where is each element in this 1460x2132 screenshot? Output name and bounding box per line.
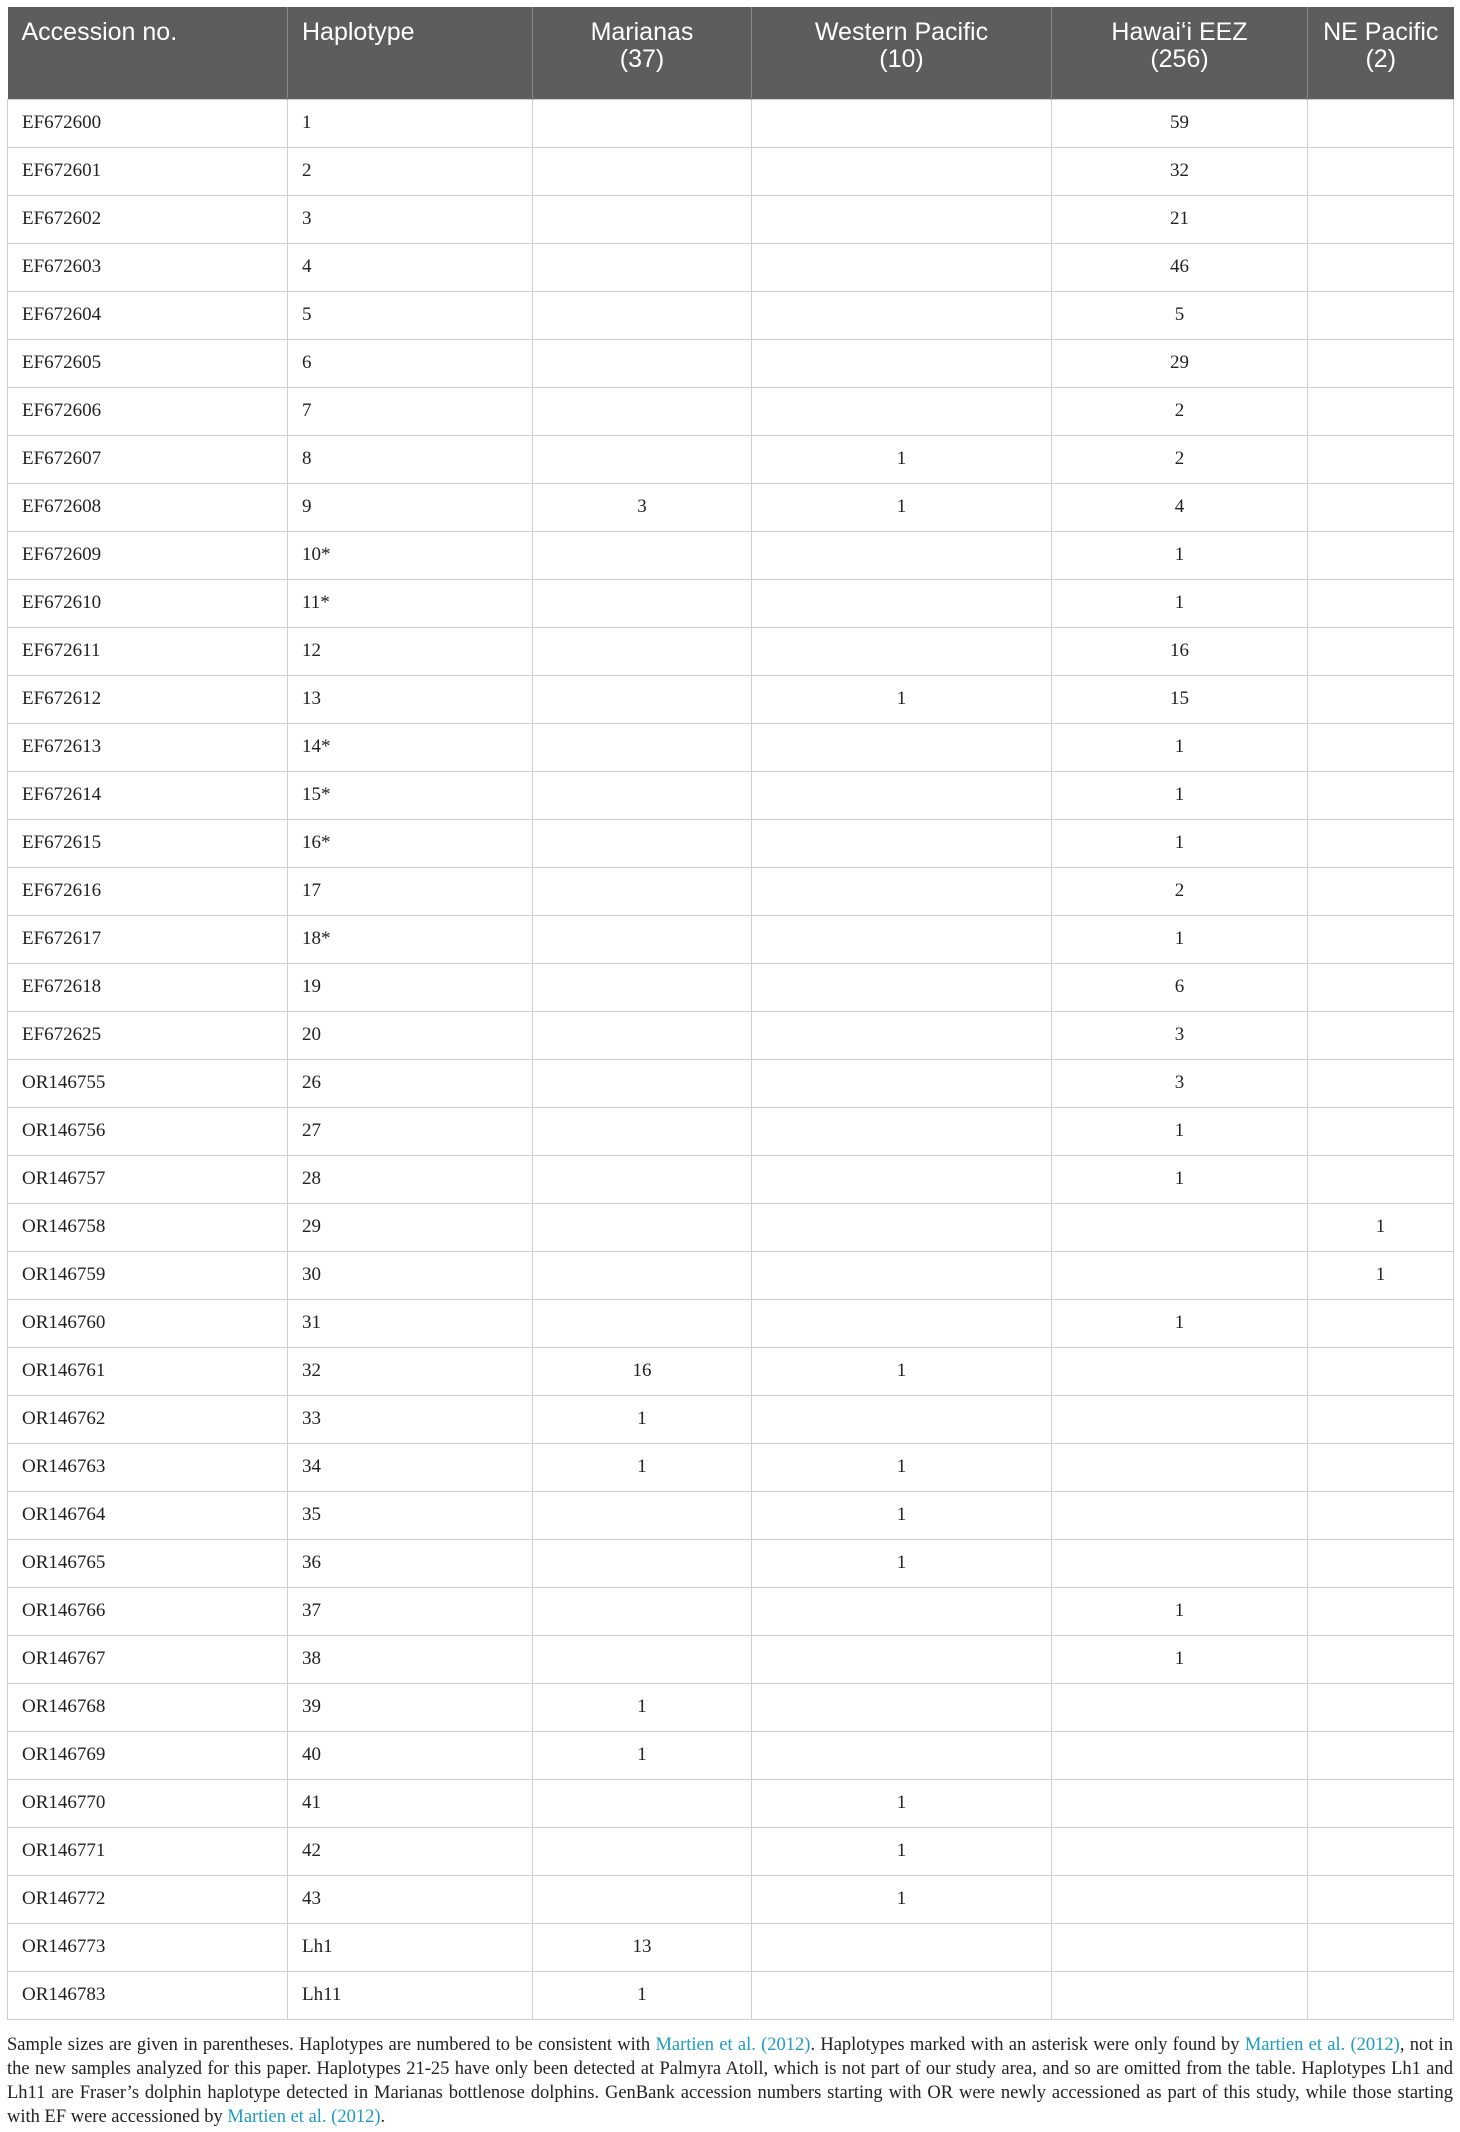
accession-cell: EF672608 bbox=[8, 483, 288, 531]
ne-pacific-cell bbox=[1308, 1107, 1454, 1155]
table-row bbox=[8, 1491, 1454, 1539]
hawaii-eez-cell bbox=[1052, 1395, 1308, 1443]
accession-cell: OR146756 bbox=[8, 1107, 288, 1155]
marianas-cell bbox=[533, 1299, 752, 1347]
haplotype-cell: 34 bbox=[288, 1443, 533, 1491]
ne-pacific-cell bbox=[1308, 675, 1454, 723]
table-row bbox=[8, 963, 1454, 1011]
table-row bbox=[8, 1971, 1454, 2019]
ne-pacific-cell bbox=[1308, 1875, 1454, 1923]
ne-pacific-cell bbox=[1308, 579, 1454, 627]
marianas-cell: 1 bbox=[533, 1683, 752, 1731]
accession-cell: EF672609 bbox=[8, 531, 288, 579]
haplotype-cell: 38 bbox=[288, 1635, 533, 1683]
marianas-cell bbox=[533, 1587, 752, 1635]
haplotype-cell: 14* bbox=[288, 723, 533, 771]
western-pacific-cell bbox=[752, 1395, 1052, 1443]
hawaii-eez-cell bbox=[1052, 1731, 1308, 1779]
table-row bbox=[8, 291, 1454, 339]
ne-pacific-cell bbox=[1308, 915, 1454, 963]
western-pacific-cell bbox=[752, 1731, 1052, 1779]
accession-cell: OR146762 bbox=[8, 1395, 288, 1443]
western-pacific-cell bbox=[752, 1683, 1052, 1731]
table-row bbox=[8, 771, 1454, 819]
marianas-cell bbox=[533, 1059, 752, 1107]
haplotype-cell: 9 bbox=[288, 483, 533, 531]
hawaii-eez-cell: 46 bbox=[1052, 243, 1308, 291]
hawaii-eez-cell bbox=[1052, 1827, 1308, 1875]
ne-pacific-cell bbox=[1308, 1635, 1454, 1683]
accession-cell: EF672617 bbox=[8, 915, 288, 963]
marianas-cell bbox=[533, 99, 752, 147]
haplotype-cell: 43 bbox=[288, 1875, 533, 1923]
hawaii-eez-cell: 2 bbox=[1052, 387, 1308, 435]
haplotype-cell: 11* bbox=[288, 579, 533, 627]
accession-cell: EF672613 bbox=[8, 723, 288, 771]
table-row bbox=[8, 867, 1454, 915]
haplotype-cell: 6 bbox=[288, 339, 533, 387]
table-row bbox=[8, 1635, 1454, 1683]
haplotype-cell: 7 bbox=[288, 387, 533, 435]
haplotype-cell: 32 bbox=[288, 1347, 533, 1395]
citation-link[interactable]: Martien et al. (2012) bbox=[1244, 2035, 1400, 2055]
table-row bbox=[8, 579, 1454, 627]
haplotype-cell: Lh11 bbox=[288, 1971, 533, 2019]
table-row bbox=[8, 1779, 1454, 1827]
hawaii-eez-cell: 29 bbox=[1052, 339, 1308, 387]
western-pacific-cell bbox=[752, 1155, 1052, 1203]
western-pacific-cell bbox=[752, 819, 1052, 867]
table-row bbox=[8, 1059, 1454, 1107]
accession-cell: OR146760 bbox=[8, 1299, 288, 1347]
table-row bbox=[8, 387, 1454, 435]
haplotype-cell: 5 bbox=[288, 291, 533, 339]
marianas-cell bbox=[533, 579, 752, 627]
ne-pacific-cell bbox=[1308, 627, 1454, 675]
header-western-pacific: Western Pacific (10) bbox=[752, 7, 1052, 99]
western-pacific-cell bbox=[752, 147, 1052, 195]
accession-cell: EF672610 bbox=[8, 579, 288, 627]
haplotype-cell: 10* bbox=[288, 531, 533, 579]
haplotype-cell: 41 bbox=[288, 1779, 533, 1827]
western-pacific-cell bbox=[752, 1251, 1052, 1299]
hawaii-eez-cell: 1 bbox=[1052, 1635, 1308, 1683]
marianas-cell: 16 bbox=[533, 1347, 752, 1395]
western-pacific-cell: 1 bbox=[752, 1443, 1052, 1491]
table-row bbox=[8, 1827, 1454, 1875]
hawaii-eez-cell: 1 bbox=[1052, 915, 1308, 963]
hawaii-eez-cell: 1 bbox=[1052, 1587, 1308, 1635]
ne-pacific-cell bbox=[1308, 1155, 1454, 1203]
accession-cell: OR146771 bbox=[8, 1827, 288, 1875]
table-row bbox=[8, 627, 1454, 675]
accession-cell: OR146773 bbox=[8, 1923, 288, 1971]
marianas-cell bbox=[533, 291, 752, 339]
haplotype-cell: 12 bbox=[288, 627, 533, 675]
marianas-cell bbox=[533, 1155, 752, 1203]
marianas-cell: 1 bbox=[533, 1443, 752, 1491]
accession-cell: EF672612 bbox=[8, 675, 288, 723]
accession-cell: EF672600 bbox=[8, 99, 288, 147]
western-pacific-cell bbox=[752, 1635, 1052, 1683]
hawaii-eez-cell: 32 bbox=[1052, 147, 1308, 195]
table-row bbox=[8, 1107, 1454, 1155]
hawaii-eez-cell: 2 bbox=[1052, 867, 1308, 915]
western-pacific-cell: 1 bbox=[752, 1875, 1052, 1923]
western-pacific-cell: 1 bbox=[752, 1827, 1052, 1875]
western-pacific-cell bbox=[752, 1971, 1052, 2019]
accession-cell: OR146763 bbox=[8, 1443, 288, 1491]
header-ne-pacific: NE Pacific (2) bbox=[1308, 7, 1454, 99]
western-pacific-cell: 1 bbox=[752, 1347, 1052, 1395]
marianas-cell: 1 bbox=[533, 1971, 752, 2019]
marianas-cell bbox=[533, 1635, 752, 1683]
western-pacific-cell bbox=[752, 1587, 1052, 1635]
accession-cell: OR146769 bbox=[8, 1731, 288, 1779]
haplotype-cell: 36 bbox=[288, 1539, 533, 1587]
ne-pacific-cell bbox=[1308, 339, 1454, 387]
ne-pacific-cell bbox=[1308, 1587, 1454, 1635]
hawaii-eez-cell: 1 bbox=[1052, 1155, 1308, 1203]
ne-pacific-cell bbox=[1308, 963, 1454, 1011]
hawaii-eez-cell bbox=[1052, 1875, 1308, 1923]
table-row bbox=[8, 1587, 1454, 1635]
ne-pacific-cell bbox=[1308, 1059, 1454, 1107]
marianas-cell bbox=[533, 147, 752, 195]
western-pacific-cell bbox=[752, 771, 1052, 819]
accession-cell: EF672603 bbox=[8, 243, 288, 291]
haplotype-cell: 42 bbox=[288, 1827, 533, 1875]
marianas-cell bbox=[533, 1491, 752, 1539]
header-row bbox=[8, 7, 1454, 99]
marianas-cell bbox=[533, 1251, 752, 1299]
marianas-cell bbox=[533, 1875, 752, 1923]
haplotype-cell: 17 bbox=[288, 867, 533, 915]
western-pacific-cell bbox=[752, 1107, 1052, 1155]
western-pacific-cell bbox=[752, 195, 1052, 243]
table-row bbox=[8, 1203, 1454, 1251]
marianas-cell bbox=[533, 627, 752, 675]
western-pacific-cell bbox=[752, 1059, 1052, 1107]
marianas-cell bbox=[533, 819, 752, 867]
hawaii-eez-cell: 6 bbox=[1052, 963, 1308, 1011]
haplotype-cell: 4 bbox=[288, 243, 533, 291]
accession-cell: EF672614 bbox=[8, 771, 288, 819]
marianas-cell bbox=[533, 867, 752, 915]
haplotype-cell: 18* bbox=[288, 915, 533, 963]
ne-pacific-cell bbox=[1308, 1443, 1454, 1491]
hawaii-eez-cell: 3 bbox=[1052, 1011, 1308, 1059]
western-pacific-cell bbox=[752, 579, 1052, 627]
ne-pacific-cell bbox=[1308, 291, 1454, 339]
western-pacific-cell: 1 bbox=[752, 675, 1052, 723]
marianas-cell bbox=[533, 435, 752, 483]
accession-cell: OR146768 bbox=[8, 1683, 288, 1731]
accession-cell: OR146783 bbox=[8, 1971, 288, 2019]
marianas-cell: 1 bbox=[533, 1395, 752, 1443]
haplotype-cell: 27 bbox=[288, 1107, 533, 1155]
citation-link[interactable]: Martien et al. (2012) bbox=[655, 2035, 811, 2055]
hawaii-eez-cell bbox=[1052, 1347, 1308, 1395]
accession-cell: OR146772 bbox=[8, 1875, 288, 1923]
western-pacific-cell bbox=[752, 1299, 1052, 1347]
haplotype-table bbox=[7, 7, 1454, 2020]
western-pacific-cell bbox=[752, 291, 1052, 339]
table-row bbox=[8, 435, 1454, 483]
hawaii-eez-cell bbox=[1052, 1203, 1308, 1251]
haplotype-cell: 39 bbox=[288, 1683, 533, 1731]
ne-pacific-cell bbox=[1308, 771, 1454, 819]
haplotype-cell: 30 bbox=[288, 1251, 533, 1299]
western-pacific-cell bbox=[752, 867, 1052, 915]
marianas-cell bbox=[533, 1779, 752, 1827]
hawaii-eez-cell: 1 bbox=[1052, 1107, 1308, 1155]
accession-cell: EF672607 bbox=[8, 435, 288, 483]
haplotype-table-container bbox=[7, 7, 1453, 2020]
table-row bbox=[8, 915, 1454, 963]
marianas-cell bbox=[533, 723, 752, 771]
ne-pacific-cell bbox=[1308, 147, 1454, 195]
table-row bbox=[8, 1731, 1454, 1779]
table-row bbox=[8, 1395, 1454, 1443]
hawaii-eez-cell: 16 bbox=[1052, 627, 1308, 675]
accession-cell: EF672604 bbox=[8, 291, 288, 339]
accession-cell: OR146764 bbox=[8, 1491, 288, 1539]
ne-pacific-cell bbox=[1308, 1731, 1454, 1779]
ne-pacific-cell bbox=[1308, 1491, 1454, 1539]
marianas-cell bbox=[533, 915, 752, 963]
ne-pacific-cell bbox=[1308, 387, 1454, 435]
accession-cell: OR146755 bbox=[8, 1059, 288, 1107]
accession-cell: EF672616 bbox=[8, 867, 288, 915]
table-row bbox=[8, 675, 1454, 723]
accession-cell: EF672618 bbox=[8, 963, 288, 1011]
table-row bbox=[8, 1923, 1454, 1971]
marianas-cell bbox=[533, 675, 752, 723]
ne-pacific-cell bbox=[1308, 195, 1454, 243]
western-pacific-cell bbox=[752, 1923, 1052, 1971]
hawaii-eez-cell: 1 bbox=[1052, 1299, 1308, 1347]
marianas-cell bbox=[533, 963, 752, 1011]
western-pacific-cell: 1 bbox=[752, 1491, 1052, 1539]
ne-pacific-cell bbox=[1308, 1539, 1454, 1587]
western-pacific-cell bbox=[752, 1011, 1052, 1059]
western-pacific-cell bbox=[752, 339, 1052, 387]
haplotype-cell: 26 bbox=[288, 1059, 533, 1107]
accession-cell: OR146761 bbox=[8, 1347, 288, 1395]
marianas-cell: 13 bbox=[533, 1923, 752, 1971]
accession-cell: OR146757 bbox=[8, 1155, 288, 1203]
hawaii-eez-cell: 3 bbox=[1052, 1059, 1308, 1107]
marianas-cell bbox=[533, 1539, 752, 1587]
table-row bbox=[8, 483, 1454, 531]
marianas-cell bbox=[533, 1011, 752, 1059]
table-row bbox=[8, 819, 1454, 867]
table-row bbox=[8, 1875, 1454, 1923]
ne-pacific-cell bbox=[1308, 243, 1454, 291]
accession-cell: OR146767 bbox=[8, 1635, 288, 1683]
accession-cell: OR146766 bbox=[8, 1587, 288, 1635]
ne-pacific-cell: 1 bbox=[1308, 1203, 1454, 1251]
table-row bbox=[8, 1251, 1454, 1299]
haplotype-cell: 16* bbox=[288, 819, 533, 867]
ne-pacific-cell bbox=[1308, 819, 1454, 867]
accession-cell: EF672601 bbox=[8, 147, 288, 195]
hawaii-eez-cell: 1 bbox=[1052, 723, 1308, 771]
western-pacific-cell bbox=[752, 1203, 1052, 1251]
haplotype-cell: 20 bbox=[288, 1011, 533, 1059]
haplotype-cell: 33 bbox=[288, 1395, 533, 1443]
ne-pacific-cell bbox=[1308, 1347, 1454, 1395]
ne-pacific-cell: 1 bbox=[1308, 1251, 1454, 1299]
marianas-cell bbox=[533, 1107, 752, 1155]
ne-pacific-cell bbox=[1308, 1971, 1454, 2019]
hawaii-eez-cell bbox=[1052, 1779, 1308, 1827]
western-pacific-cell bbox=[752, 963, 1052, 1011]
table-body bbox=[8, 99, 1454, 2019]
header-accession-no: Accession no. bbox=[8, 7, 288, 99]
haplotype-cell: 40 bbox=[288, 1731, 533, 1779]
hawaii-eez-cell: 59 bbox=[1052, 99, 1308, 147]
accession-cell: EF672605 bbox=[8, 339, 288, 387]
accession-cell: EF672602 bbox=[8, 195, 288, 243]
western-pacific-cell: 1 bbox=[752, 1779, 1052, 1827]
marianas-cell bbox=[533, 243, 752, 291]
haplotype-cell: 2 bbox=[288, 147, 533, 195]
table-row bbox=[8, 1011, 1454, 1059]
ne-pacific-cell bbox=[1308, 1923, 1454, 1971]
hawaii-eez-cell: 5 bbox=[1052, 291, 1308, 339]
haplotype-cell: 29 bbox=[288, 1203, 533, 1251]
hawaii-eez-cell: 2 bbox=[1052, 435, 1308, 483]
table-row bbox=[8, 195, 1454, 243]
hawaii-eez-cell: 1 bbox=[1052, 579, 1308, 627]
table-row bbox=[8, 723, 1454, 771]
citation-link[interactable]: Martien et al. (2012) bbox=[227, 2107, 381, 2127]
hawaii-eez-cell bbox=[1052, 1491, 1308, 1539]
hawaii-eez-cell: 4 bbox=[1052, 483, 1308, 531]
table-row bbox=[8, 99, 1454, 147]
hawaii-eez-cell bbox=[1052, 1251, 1308, 1299]
marianas-cell bbox=[533, 339, 752, 387]
western-pacific-cell bbox=[752, 627, 1052, 675]
accession-cell: EF672625 bbox=[8, 1011, 288, 1059]
haplotype-cell: 35 bbox=[288, 1491, 533, 1539]
table-row bbox=[8, 243, 1454, 291]
marianas-cell: 3 bbox=[533, 483, 752, 531]
marianas-cell bbox=[533, 531, 752, 579]
accession-cell: EF672606 bbox=[8, 387, 288, 435]
table-row bbox=[8, 147, 1454, 195]
header-marianas: Marianas (37) bbox=[533, 7, 752, 99]
header-haplotype: Haplotype bbox=[288, 7, 533, 99]
hawaii-eez-cell: 21 bbox=[1052, 195, 1308, 243]
hawaii-eez-cell: 15 bbox=[1052, 675, 1308, 723]
haplotype-cell: 19 bbox=[288, 963, 533, 1011]
table-footnote: Sample sizes are given in parentheses. Haplotypes are numbered to be consistent with Martien et al. (2012). Haplotypes marked with an asterisk were only found by Martien et al. (2012), not in the new samples analyzed for this paper. Haplotypes 21-25 have only been detected at Palmyra Atoll, which is not part of our study area, and so are omitted from the table. Haplotypes Lh1 and Lh11 are Fraser’s dolphin haplotype detected in Marianas bottlenose dolphins. GenBank accession numbers starting with OR were newly accessioned as part of this study, while those starting with EF were accessioned by Martien et al. (2012). bbox=[7, 2035, 1454, 2127]
table-row bbox=[8, 1539, 1454, 1587]
western-pacific-cell bbox=[752, 531, 1052, 579]
western-pacific-cell bbox=[752, 243, 1052, 291]
ne-pacific-cell bbox=[1308, 1827, 1454, 1875]
ne-pacific-cell bbox=[1308, 1779, 1454, 1827]
western-pacific-cell: 1 bbox=[752, 483, 1052, 531]
haplotype-cell: 8 bbox=[288, 435, 533, 483]
hawaii-eez-cell: 1 bbox=[1052, 819, 1308, 867]
western-pacific-cell bbox=[752, 915, 1052, 963]
western-pacific-cell bbox=[752, 723, 1052, 771]
haplotype-cell: Lh1 bbox=[288, 1923, 533, 1971]
marianas-cell bbox=[533, 195, 752, 243]
marianas-cell bbox=[533, 387, 752, 435]
header-hawaii-eez: Hawaiʻi EEZ (256) bbox=[1052, 7, 1308, 99]
ne-pacific-cell bbox=[1308, 531, 1454, 579]
ne-pacific-cell bbox=[1308, 99, 1454, 147]
hawaii-eez-cell bbox=[1052, 1971, 1308, 2019]
ne-pacific-cell bbox=[1308, 435, 1454, 483]
haplotype-cell: 28 bbox=[288, 1155, 533, 1203]
table-header bbox=[8, 7, 1454, 99]
accession-cell: EF672615 bbox=[8, 819, 288, 867]
western-pacific-cell: 1 bbox=[752, 1539, 1052, 1587]
marianas-cell: 1 bbox=[533, 1731, 752, 1779]
haplotype-cell: 3 bbox=[288, 195, 533, 243]
hawaii-eez-cell: 1 bbox=[1052, 771, 1308, 819]
ne-pacific-cell bbox=[1308, 1395, 1454, 1443]
table-row bbox=[8, 531, 1454, 579]
table-row bbox=[8, 1443, 1454, 1491]
marianas-cell bbox=[533, 771, 752, 819]
table-row bbox=[8, 339, 1454, 387]
ne-pacific-cell bbox=[1308, 1299, 1454, 1347]
haplotype-cell: 15* bbox=[288, 771, 533, 819]
marianas-cell bbox=[533, 1203, 752, 1251]
western-pacific-cell bbox=[752, 387, 1052, 435]
western-pacific-cell bbox=[752, 99, 1052, 147]
table-row bbox=[8, 1683, 1454, 1731]
accession-cell: OR146765 bbox=[8, 1539, 288, 1587]
accession-cell: EF672611 bbox=[8, 627, 288, 675]
ne-pacific-cell bbox=[1308, 483, 1454, 531]
western-pacific-cell: 1 bbox=[752, 435, 1052, 483]
haplotype-cell: 1 bbox=[288, 99, 533, 147]
table-row bbox=[8, 1347, 1454, 1395]
hawaii-eez-cell bbox=[1052, 1443, 1308, 1491]
hawaii-eez-cell bbox=[1052, 1539, 1308, 1587]
ne-pacific-cell bbox=[1308, 1011, 1454, 1059]
table-row bbox=[8, 1155, 1454, 1203]
ne-pacific-cell bbox=[1308, 723, 1454, 771]
accession-cell: OR146758 bbox=[8, 1203, 288, 1251]
marianas-cell bbox=[533, 1827, 752, 1875]
ne-pacific-cell bbox=[1308, 867, 1454, 915]
hawaii-eez-cell bbox=[1052, 1923, 1308, 1971]
accession-cell: OR146759 bbox=[8, 1251, 288, 1299]
hawaii-eez-cell bbox=[1052, 1683, 1308, 1731]
ne-pacific-cell bbox=[1308, 1683, 1454, 1731]
haplotype-cell: 37 bbox=[288, 1587, 533, 1635]
accession-cell: OR146770 bbox=[8, 1779, 288, 1827]
hawaii-eez-cell: 1 bbox=[1052, 531, 1308, 579]
haplotype-cell: 31 bbox=[288, 1299, 533, 1347]
table-row bbox=[8, 1299, 1454, 1347]
haplotype-cell: 13 bbox=[288, 675, 533, 723]
